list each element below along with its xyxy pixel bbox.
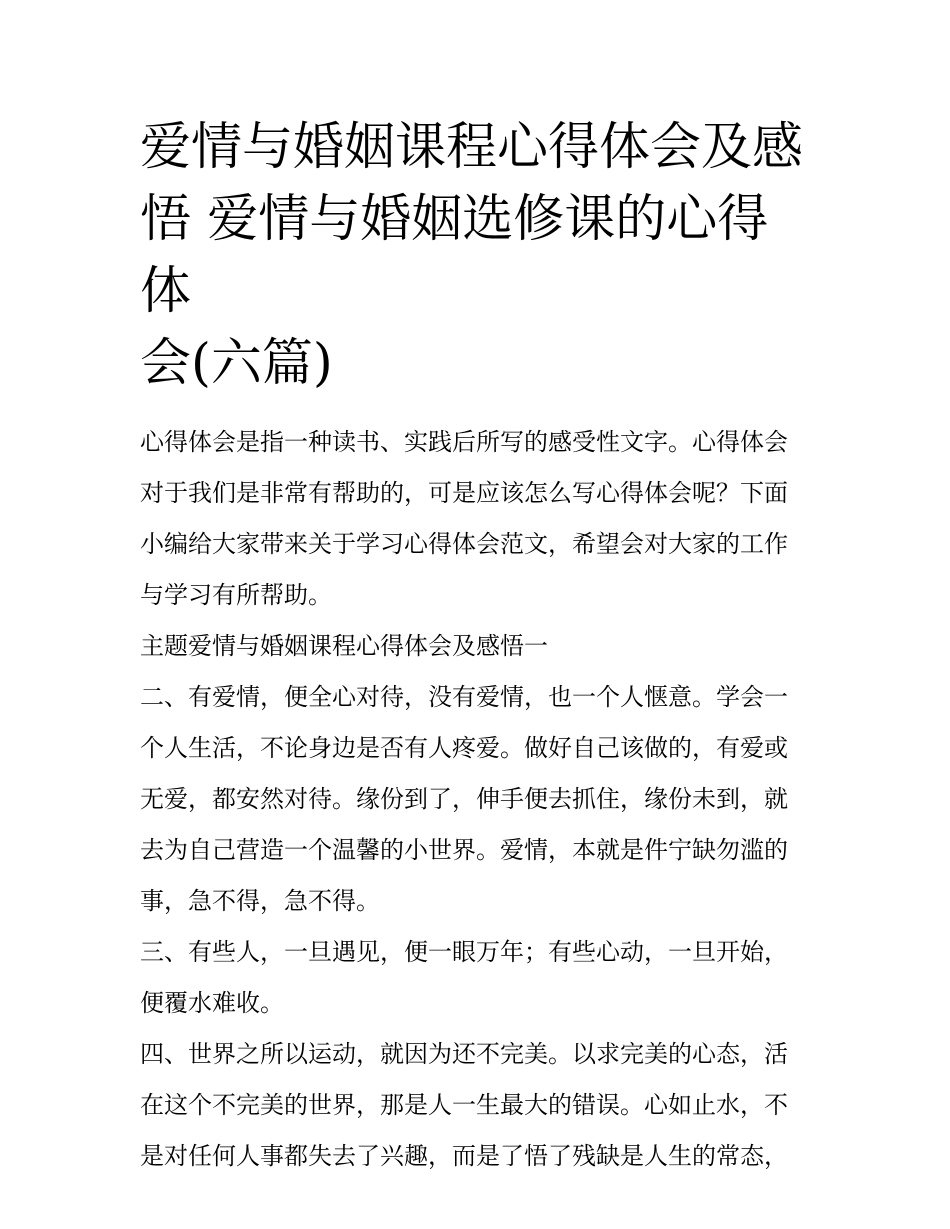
body-line: 三、有些人，一旦遇见，便一眼万年；有些心动，一旦开始，	[140, 938, 788, 966]
body-line: 对于我们是非常有帮助的，可是应该怎么写心得体会呢？下面	[140, 479, 788, 507]
body-line: 便覆水难收。	[140, 989, 284, 1017]
document-body	[140, 417, 812, 1182]
body-line: 二、有爱情，便全心对待，没有爱情，也一个人惬意。学会一	[140, 683, 788, 711]
title-line: 悟 爱情与婚姻选修课的心得体	[140, 190, 769, 321]
document-title	[140, 112, 812, 400]
body-line: 无爱，都安然对待。缘份到了，伸手便去抓住，缘份未到，就	[140, 785, 788, 813]
body-line: 心得体会是指一种读书、实践后所写的感受性文字。心得体会	[140, 428, 788, 456]
body-line: 去为自己营造一个温馨的小世界。爱情，本就是件宁缺勿滥的	[140, 836, 788, 864]
body-line: 与学习有所帮助。	[140, 581, 332, 609]
body-line: 主题爱情与婚姻课程心得体会及感悟一	[140, 632, 548, 660]
title-line: 爱情与婚姻课程心得体会及感	[140, 118, 804, 177]
document-content	[140, 112, 812, 1182]
body-line: 个人生活，不论身边是否有人疼爱。做好自己该做的，有爱或	[140, 734, 788, 762]
body-line: 小编给大家带来关于学习心得体会范文，希望会对大家的工作	[140, 530, 788, 558]
title-line: 会(六篇)	[140, 334, 333, 393]
body-line: 事，急不得，急不得。	[140, 887, 380, 915]
body-line: 在这个不完美的世界，那是人一生最大的错误。心如止水，不	[140, 1091, 788, 1119]
body-line: 是对任何人事都失去了兴趣，而是了悟了残缺是人生的常态，	[140, 1142, 788, 1170]
body-line: 四、世界之所以运动，就因为还不完美。以求完美的心态，活	[140, 1040, 788, 1068]
